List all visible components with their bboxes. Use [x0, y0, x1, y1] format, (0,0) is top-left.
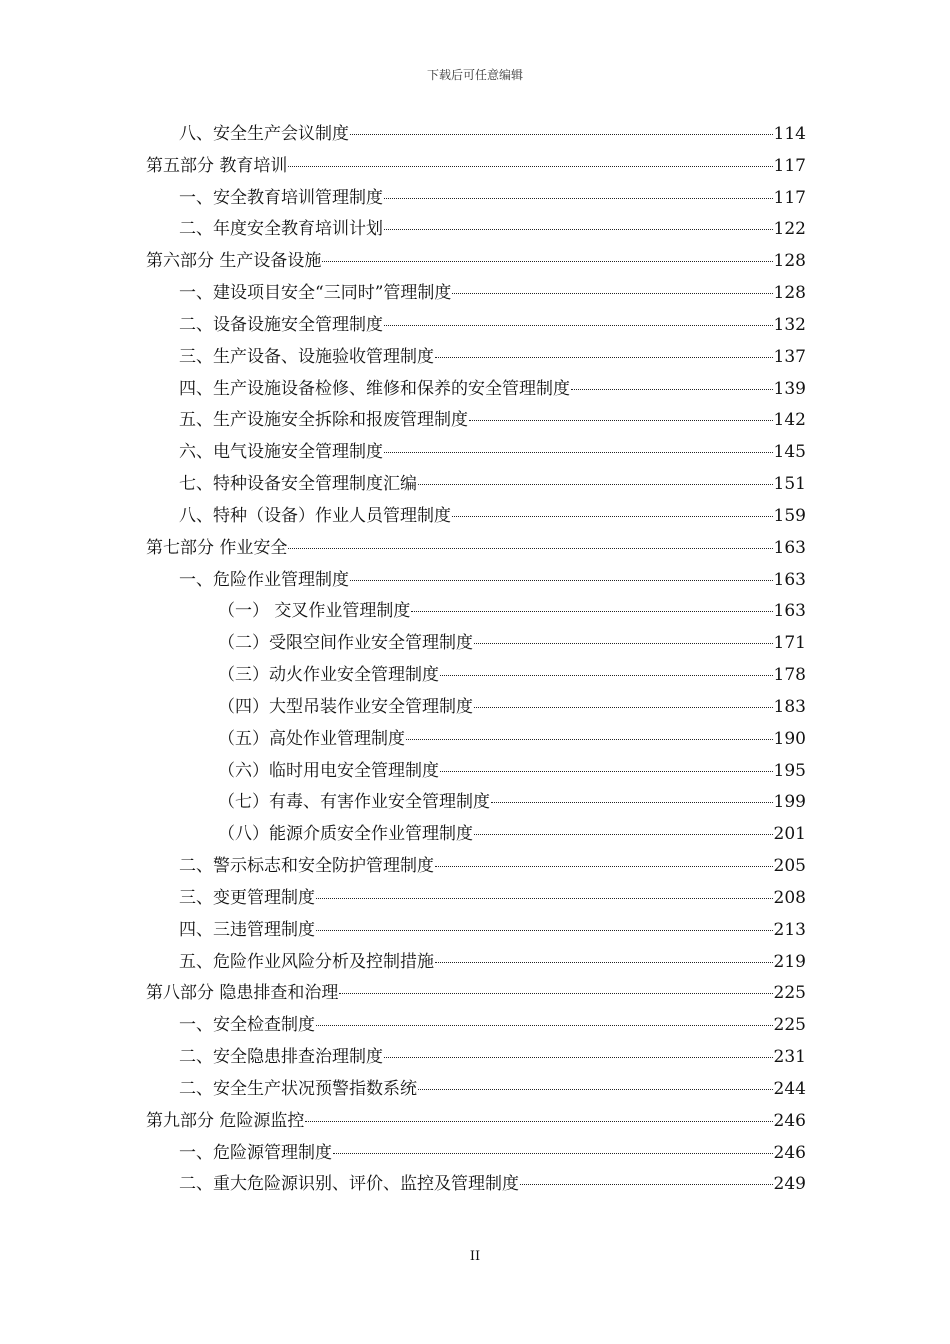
toc-subsection-entry[interactable] [146, 692, 806, 724]
toc-entry-page: 132 [773, 314, 806, 335]
toc-entry-page: 201 [773, 824, 806, 845]
toc-section-entry[interactable] [146, 214, 806, 246]
toc-dot-leader [384, 198, 773, 199]
toc-entry-page: 128 [773, 251, 806, 272]
toc-section-entry[interactable] [146, 1042, 806, 1074]
toc-subsection-entry[interactable] [146, 756, 806, 788]
toc-section-entry[interactable] [146, 1074, 806, 1106]
toc-section-entry[interactable] [146, 342, 806, 374]
toc-dot-leader [435, 866, 773, 867]
toc-section-entry[interactable] [146, 1138, 806, 1170]
toc-entry-title: 一、建设项目安全“三同时”管理制度 [179, 283, 452, 304]
toc-entry-page: 246 [773, 1142, 806, 1163]
toc-entry-title: （二）受限空间作业安全管理制度 [218, 633, 473, 654]
toc-dot-leader [435, 962, 773, 963]
toc-dot-leader [305, 1121, 772, 1122]
toc-dot-leader [350, 134, 773, 135]
toc-entry-page: 183 [773, 696, 806, 717]
toc-dot-leader [491, 802, 773, 803]
toc-dot-leader [322, 261, 772, 262]
toc-entry-page: 159 [773, 505, 806, 526]
toc-entry-page: 117 [773, 187, 806, 208]
toc-entry-page: 142 [773, 410, 806, 431]
toc-entry-page: 213 [773, 919, 806, 940]
toc-entry-title: （四）大型吊装作业安全管理制度 [218, 696, 473, 717]
toc-entry-title: 一、危险作业管理制度 [179, 569, 349, 590]
toc-entry-page: 231 [773, 1047, 806, 1068]
toc-entry-title: （六）临时用电安全管理制度 [218, 760, 439, 781]
toc-entry-page: 190 [773, 728, 806, 749]
toc-dot-leader [350, 580, 773, 581]
toc-entry-title: 一、安全教育培训管理制度 [179, 187, 383, 208]
toc-entry-title: 二、设备设施安全管理制度 [179, 314, 383, 335]
table-of-contents [146, 119, 806, 1201]
toc-part-entry[interactable] [146, 151, 806, 183]
toc-section-entry[interactable] [146, 405, 806, 437]
toc-section-entry[interactable] [146, 1169, 806, 1201]
toc-dot-leader [384, 1057, 773, 1058]
toc-entry-title: （八）能源介质安全作业管理制度 [218, 824, 473, 845]
toc-part-entry[interactable] [146, 1106, 806, 1138]
toc-subsection-entry[interactable] [146, 724, 806, 756]
toc-section-entry[interactable] [146, 1010, 806, 1042]
toc-entry-title: 一、危险源管理制度 [179, 1142, 332, 1163]
toc-dot-leader [418, 1089, 773, 1090]
toc-dot-leader [520, 1184, 773, 1185]
toc-dot-leader [418, 484, 773, 485]
toc-subsection-entry[interactable] [146, 660, 806, 692]
toc-dot-leader [440, 771, 773, 772]
toc-subsection-entry[interactable] [146, 787, 806, 819]
toc-part-entry[interactable] [146, 533, 806, 565]
toc-entry-title: 三、生产设备、设施验收管理制度 [179, 346, 434, 367]
toc-entry-title: 第七部分 作业安全 [146, 537, 288, 558]
toc-entry-title: 四、三违管理制度 [179, 919, 315, 940]
toc-entry-page: 249 [773, 1174, 806, 1195]
toc-entry-page: 178 [773, 665, 806, 686]
toc-entry-page: 128 [773, 283, 806, 304]
toc-dot-leader [288, 166, 772, 167]
toc-entry-page: 208 [773, 887, 806, 908]
toc-section-entry[interactable] [146, 437, 806, 469]
toc-dot-leader [384, 229, 773, 230]
toc-entry-page: 145 [773, 442, 806, 463]
toc-dot-leader [406, 739, 773, 740]
toc-dot-leader [571, 389, 773, 390]
toc-entry-page: 195 [773, 760, 806, 781]
toc-entry-title: （一） 交叉作业管理制度 [218, 601, 411, 622]
toc-dot-leader [339, 993, 772, 994]
toc-section-entry[interactable] [146, 883, 806, 915]
toc-entry-title: 四、生产设施设备检修、维修和保养的安全管理制度 [179, 378, 570, 399]
toc-entry-page: 163 [773, 569, 806, 590]
toc-entry-title: 第六部分 生产设备设施 [146, 251, 322, 272]
toc-entry-title: 二、警示标志和安全防护管理制度 [179, 856, 434, 877]
page-header-note: 下载后可任意编辑 [426, 68, 523, 82]
toc-dot-leader [474, 834, 773, 835]
toc-entry-page: 137 [773, 346, 806, 367]
toc-entry-page: 171 [773, 633, 806, 654]
toc-dot-leader [384, 325, 773, 326]
toc-entry-title: 七、特种设备安全管理制度汇编 [179, 474, 417, 495]
toc-section-entry[interactable] [146, 278, 806, 310]
toc-entry-page: 219 [773, 951, 806, 972]
toc-entry-page: 225 [773, 983, 806, 1004]
toc-entry-page: 199 [773, 792, 806, 813]
toc-dot-leader [316, 930, 773, 931]
toc-section-entry[interactable] [146, 374, 806, 406]
toc-entry-page: 225 [773, 1015, 806, 1036]
toc-section-entry[interactable] [146, 915, 806, 947]
toc-entry-title: 一、安全检查制度 [179, 1015, 315, 1036]
toc-entry-page: 246 [773, 1110, 806, 1131]
toc-section-entry[interactable] [146, 183, 806, 215]
toc-dot-leader [452, 516, 773, 517]
toc-entry-title: 二、年度安全教育培训计划 [179, 219, 383, 240]
toc-entry-title: （七）有毒、有害作业安全管理制度 [218, 792, 490, 813]
toc-section-entry[interactable] [146, 851, 806, 883]
toc-section-entry[interactable] [146, 469, 806, 501]
toc-entry-title: 八、安全生产会议制度 [179, 124, 349, 144]
toc-section-entry[interactable] [146, 310, 806, 342]
toc-dot-leader [469, 420, 773, 421]
toc-entry-page: 151 [773, 474, 806, 495]
toc-entry-page: 139 [773, 378, 806, 399]
toc-entry-title: 二、安全生产状况预警指数系统 [179, 1078, 417, 1099]
toc-entry-title: （三）动火作业安全管理制度 [218, 665, 439, 686]
toc-dot-leader [474, 707, 773, 708]
toc-entry-title: 八、特种（设备）作业人员管理制度 [179, 505, 451, 526]
toc-entry-page: 114 [773, 124, 806, 144]
toc-dot-leader [435, 357, 773, 358]
toc-entry-page: 117 [773, 155, 806, 176]
toc-part-entry[interactable] [146, 246, 806, 278]
toc-section-entry[interactable] [146, 119, 806, 151]
toc-entry-title: 第八部分 隐患排查和治理 [146, 983, 339, 1004]
toc-entry-page: 244 [773, 1078, 806, 1099]
toc-entry-page: 205 [773, 856, 806, 877]
page-number: II [469, 1249, 481, 1264]
toc-section-entry[interactable] [146, 565, 806, 597]
toc-dot-leader [333, 1153, 773, 1154]
toc-dot-leader [288, 548, 772, 549]
toc-subsection-entry[interactable] [146, 628, 806, 660]
toc-dot-leader [411, 611, 772, 612]
toc-entry-page: 122 [773, 219, 806, 240]
toc-part-entry[interactable] [146, 978, 806, 1010]
toc-entry-title: （五）高处作业管理制度 [218, 728, 405, 749]
toc-dot-leader [452, 293, 772, 294]
toc-subsection-entry[interactable] [146, 819, 806, 851]
toc-entry-title: 第九部分 危险源监控 [146, 1110, 305, 1131]
toc-section-entry[interactable] [146, 947, 806, 979]
toc-entry-title: 五、危险作业风险分析及控制措施 [179, 951, 434, 972]
toc-entry-title: 二、安全隐患排查治理制度 [179, 1047, 383, 1068]
toc-dot-leader [316, 898, 773, 899]
toc-entry-title: 六、电气设施安全管理制度 [179, 442, 383, 463]
toc-entry-page: 163 [773, 537, 806, 558]
toc-dot-leader [440, 675, 773, 676]
toc-entry-title: 三、变更管理制度 [179, 887, 315, 908]
toc-subsection-entry[interactable] [146, 596, 806, 628]
toc-dot-leader [316, 1025, 773, 1026]
toc-entry-title: 二、重大危险源识别、评价、监控及管理制度 [179, 1174, 519, 1195]
toc-entry-title: 五、生产设施安全拆除和报废管理制度 [179, 410, 468, 431]
toc-dot-leader [474, 643, 773, 644]
toc-entry-title: 第五部分 教育培训 [146, 155, 288, 176]
toc-entry-page: 163 [773, 601, 806, 622]
toc-dot-leader [384, 452, 773, 453]
toc-section-entry[interactable] [146, 501, 806, 533]
